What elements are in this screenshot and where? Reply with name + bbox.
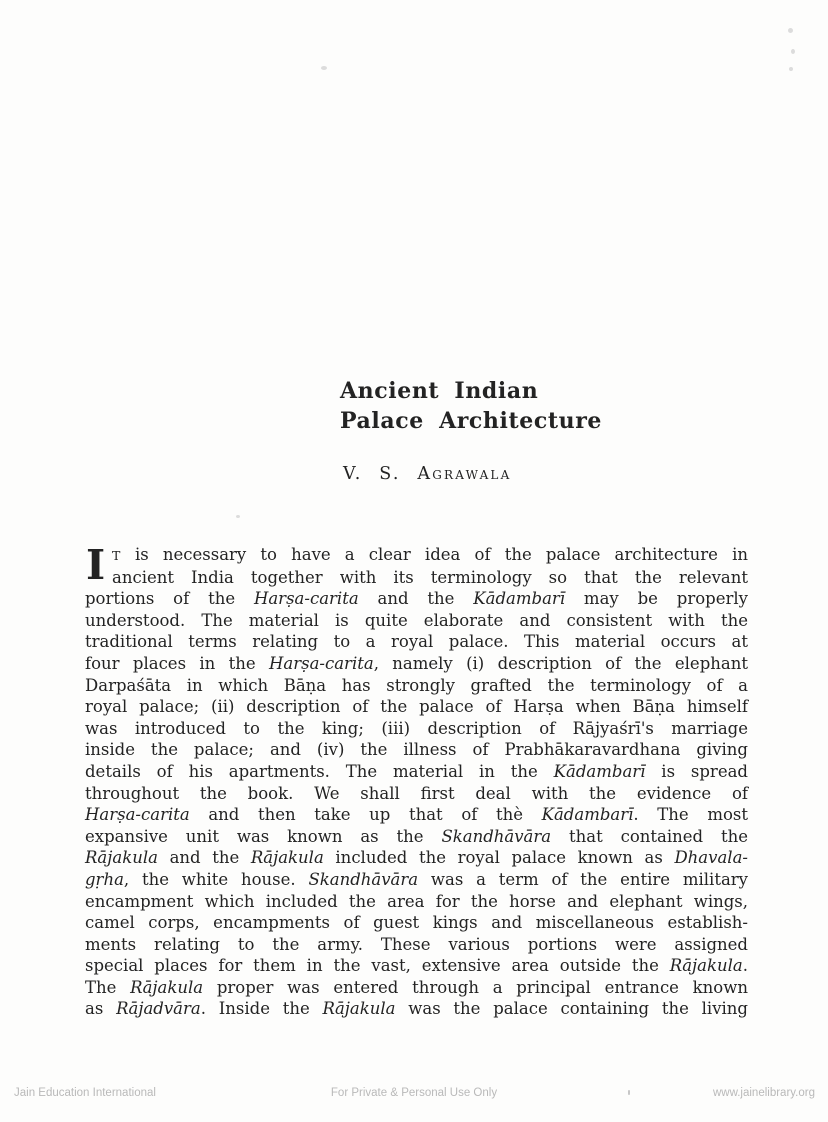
text-line: ancient India together with its terminology so that the relevant xyxy=(112,567,748,587)
text-line: Rājakula and the Rājakula included the royal palace known as Dhavala- xyxy=(85,848,748,868)
text-line: special places for them in the vast, extensive area outside the Rājakula. xyxy=(85,956,748,976)
dropcap-initial: I xyxy=(86,541,106,589)
author-name: V. S. Agrawala xyxy=(343,464,512,484)
text-line: gṛha, the white house. Skandhāvāra was a term of the entire military xyxy=(85,869,748,889)
scan-speck xyxy=(789,67,793,71)
text-line: Harṣa-carita and then take up that of thè Kādambarī. The most xyxy=(85,805,748,825)
article-title xyxy=(340,376,602,436)
text-line: Darpaśāta in which Bāṇa has strongly grafted the terminology of a xyxy=(85,675,748,695)
title-line-2: Palace Architecture xyxy=(340,408,602,434)
title-line-1: Ancient Indian xyxy=(340,378,539,404)
text-line: was introduced to the king; (iii) description of Rājyaśrī's marriage xyxy=(85,718,748,738)
text-line: royal palace; (ii) description of the palace of Harṣa when Bāṇa himself xyxy=(85,697,748,717)
text-line: details of his apartments. The material in the Kādambarī is spread xyxy=(85,761,748,781)
text-line: traditional terms relating to a royal palace. This material occurs at xyxy=(85,632,748,652)
text-line: as Rājadvāra. Inside the Rājakula was the palace containing the living xyxy=(85,999,748,1019)
footer-left: Jain Education International xyxy=(14,1087,156,1099)
footer-center: For Private & Personal Use Only xyxy=(330,1087,498,1099)
text-line: encampment which included the area for the horse and elephant wings, xyxy=(85,891,748,911)
article-body xyxy=(85,541,749,1020)
scan-speck xyxy=(628,1090,630,1095)
body-lines xyxy=(85,541,749,1020)
scan-speck xyxy=(321,66,327,70)
page-footer xyxy=(0,1087,828,1107)
text-line: expansive unit was known as the Skandhāvāra that contained the xyxy=(85,826,749,846)
text-line: camel corps, encampments of guest kings and miscellaneous establish- xyxy=(85,913,748,933)
text-line: The Rājakula proper was entered through a principal entrance known xyxy=(85,977,748,997)
text-line: throughout the book. We shall first deal with the evidence of xyxy=(85,783,748,803)
footer-right: www.jainelibrary.org xyxy=(712,1087,815,1099)
text-line: ments relating to the army. These various portions were assigned xyxy=(85,934,748,954)
text-line: inside the palace; and (iv) the illness of Prabhākaravardhana giving xyxy=(85,740,748,760)
scan-speck xyxy=(236,515,240,518)
text-line: portions of the Harṣa-carita and the Kādambarī may be properly xyxy=(85,589,748,609)
scan-speck xyxy=(791,49,795,54)
scan-speck xyxy=(788,28,793,33)
text-line: four places in the Harṣa-carita, namely (i) description of the elephant xyxy=(85,653,748,673)
text-line: T is necessary to have a clear idea of the palace architecture in xyxy=(112,545,748,564)
text-line: understood. The material is quite elaborate and consistent with the xyxy=(85,610,748,630)
